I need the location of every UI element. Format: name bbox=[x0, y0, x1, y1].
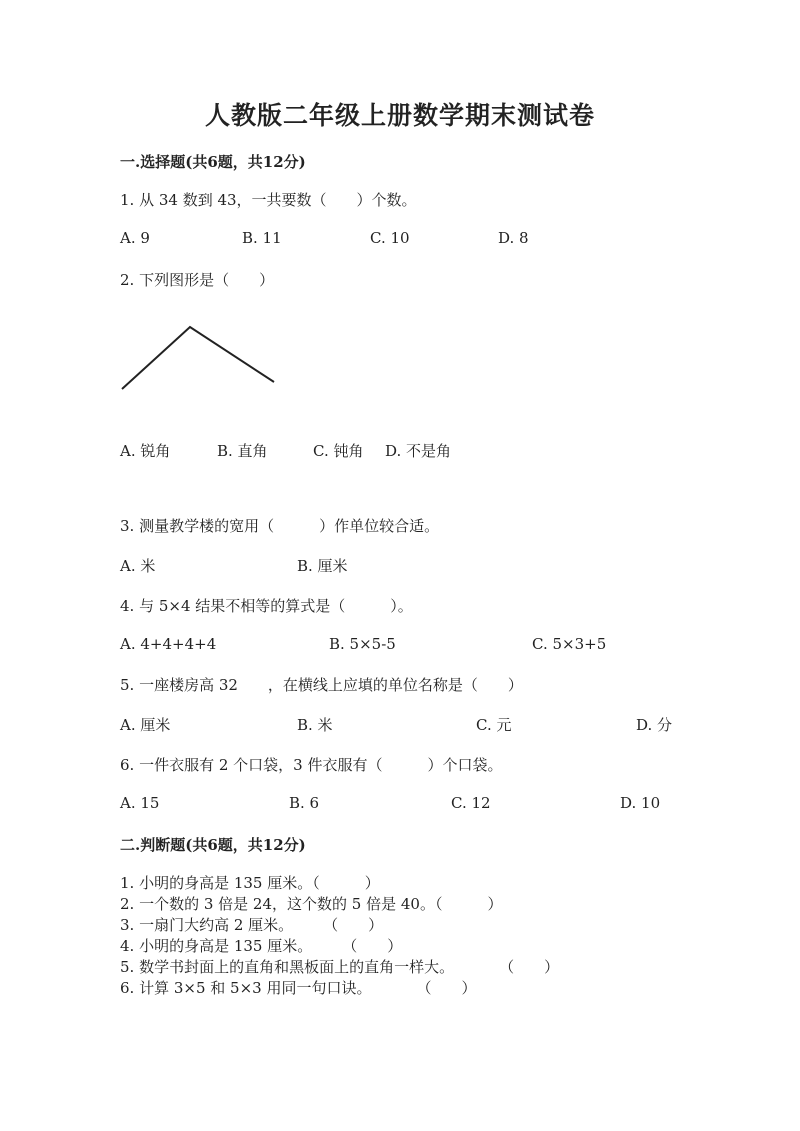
angle-lines bbox=[122, 327, 274, 389]
question-1: 1. 从 34 数到 43，一共要数（ ）个数。 bbox=[120, 191, 417, 209]
tf-item-4: 4. 小明的身高是 135 厘米。 （ ） bbox=[120, 937, 403, 955]
q6-option-a: A. 15 bbox=[120, 794, 160, 812]
q1-option-a: A. 9 bbox=[120, 229, 150, 247]
q6-option-c: C. 12 bbox=[451, 794, 491, 812]
q5-option-b: B. 米 bbox=[297, 716, 333, 734]
q2-option-c: C. 钝角 bbox=[313, 442, 364, 460]
tf-item-2: 2. 一个数的 3 倍是 24，这个数的 5 倍是 40。（ ） bbox=[120, 895, 503, 913]
q4-option-b: B. 5×5-5 bbox=[329, 635, 396, 653]
question-3: 3. 测量教学楼的宽用（ ）作单位较合适。 bbox=[120, 517, 440, 535]
question-6: 6. 一件衣服有 2 个口袋，3 件衣服有（ ）个口袋。 bbox=[120, 756, 503, 774]
q2-option-a: A. 锐角 bbox=[120, 442, 171, 460]
q1-option-b: B. 11 bbox=[242, 229, 282, 247]
section-header-judgement: 二.判断题(共6题，共12分) bbox=[120, 836, 306, 854]
tf-item-5: 5. 数学书封面上的直角和黑板面上的直角一样大。 （ ） bbox=[120, 958, 560, 976]
q5-option-d: D. 分 bbox=[636, 716, 673, 734]
section-header-choice: 一.选择题(共6题，共12分) bbox=[120, 153, 306, 171]
q5-option-a: A. 厘米 bbox=[120, 716, 171, 734]
q6-option-b: B. 6 bbox=[289, 794, 320, 812]
question-5: 5. 一座楼房高 32 ，在横线上应填的单位名称是（ ） bbox=[120, 676, 523, 694]
q5-option-c: C. 元 bbox=[476, 716, 512, 734]
q3-option-b: B. 厘米 bbox=[297, 557, 348, 575]
page-title: 人教版二年级上册数学期末测试卷 bbox=[204, 101, 595, 130]
q2-option-d: D. 不是角 bbox=[385, 442, 452, 460]
tf-item-3: 3. 一扇门大约高 2 厘米。 （ ） bbox=[120, 916, 384, 934]
q6-option-d: D. 10 bbox=[620, 794, 661, 812]
q4-option-c: C. 5×3+5 bbox=[532, 635, 607, 653]
tf-item-6: 6. 计算 3×5 和 5×3 用同一句口诀。 （ ） bbox=[120, 979, 477, 997]
q1-option-d: D. 8 bbox=[498, 229, 529, 247]
q4-option-a: A. 4+4+4+4 bbox=[120, 635, 217, 653]
question-2: 2. 下列图形是（ ） bbox=[120, 271, 275, 289]
angle-figure bbox=[118, 322, 278, 394]
q1-option-c: C. 10 bbox=[370, 229, 410, 247]
question-4: 4. 与 5×4 结果不相等的算式是（ ）。 bbox=[120, 597, 413, 615]
tf-item-1: 1. 小明的身高是 135 厘米。（ ） bbox=[120, 874, 380, 892]
q3-option-a: A. 米 bbox=[120, 557, 156, 575]
q2-option-b: B. 直角 bbox=[217, 442, 268, 460]
